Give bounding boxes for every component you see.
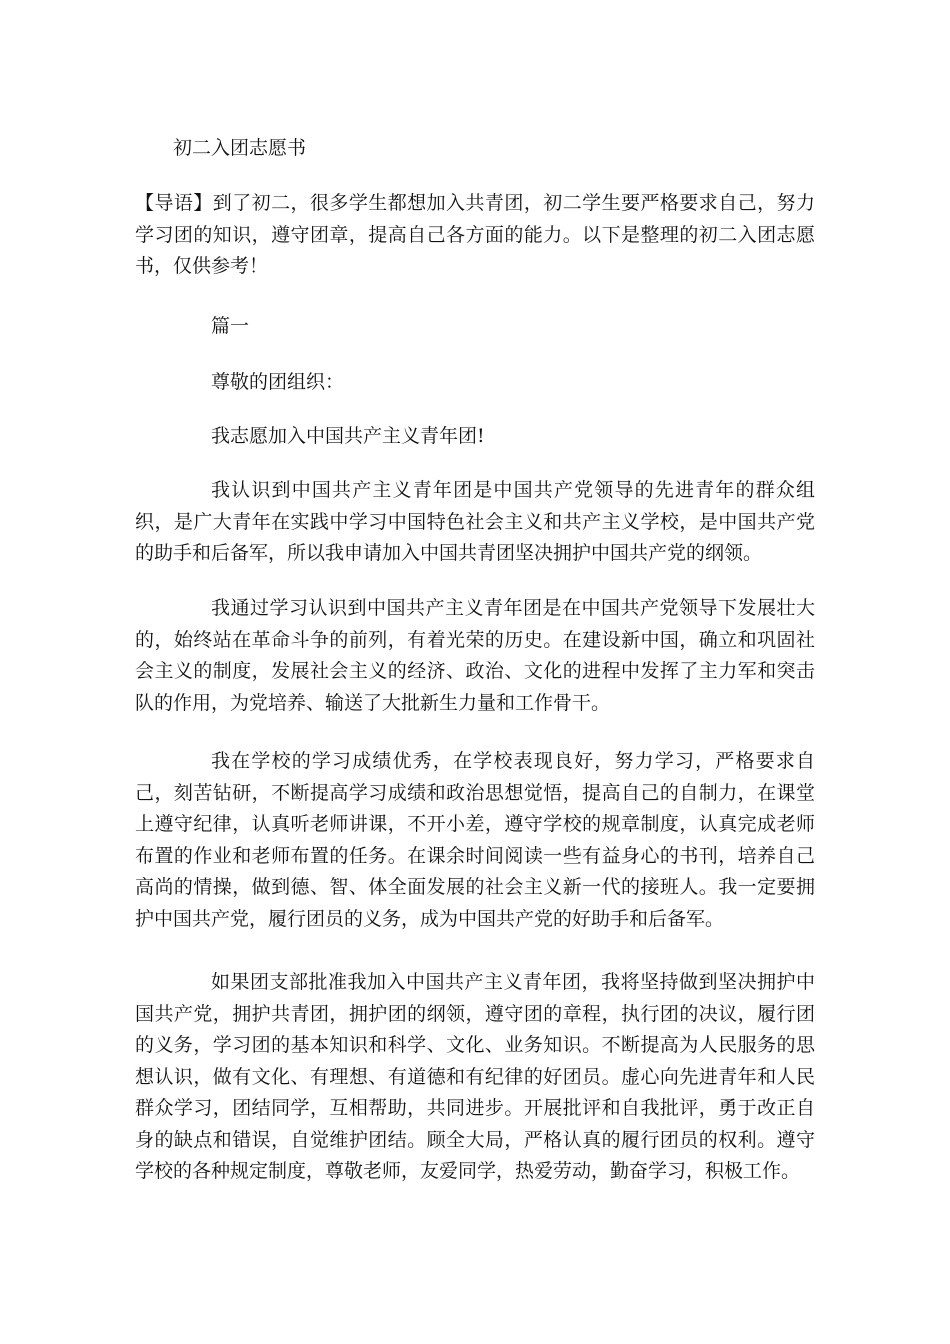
body-paragraph-3: 我通过学习认识到中国共产主义青年团是在中国共产党领导下发展壮大的，始终站在革命斗争的前列，有着光荣的历史。在建设新中国，确立和巩固社会主义的制度，发展社会主义的经济、政治、文化的进程中发挥了主力军和突击队的作用，为党培养、输送了大批新生力量和工作骨干。: [135, 597, 815, 714]
salutation: 尊敬的团组织：: [211, 371, 345, 393]
body-paragraph-5: 如果团支部批准我加入中国共产主义青年团，我将坚持做到坚决拥护中国共产党，拥护共青团，拥护团的纲领，遵守团的章程，执行团的决议，履行团的义务，学习团的基本知识和科学、文化、业务知识。不断提高为人民服务的思想认识，做有文化、有理想、有道德和有纪律的好团员。虚心向先进青年和人民群众学习，团结同学，互相帮助，共同进步。开展批评和自我批评，勇于改正自身的缺点和错误，自觉维护团结。顾全大局，严格认真的履行团员的权利。遵守学校的各种规定制度，尊敬老师，友爱同学，热爱劳动，勤奋学习，积极工作。: [135, 971, 815, 1182]
body-paragraph-2: 我认识到中国共产主义青年团是中国共产党领导的先进青年的群众组织，是广大青年在实践中学习中国特色社会主义和共产主义学校，是中国共产党的助手和后备军，所以我申请加入中国共青团坚决拥护中国共产党的纲领。: [135, 479, 815, 564]
intro-paragraph: 【导语】到了初二，很多学生都想加入共青团，初二学生要严格要求自己，努力学习团的知识，遵守团章，提高自己各方面的能力。以下是整理的初二入团志愿书，仅供参考！: [135, 192, 815, 277]
section-label: 篇一: [211, 315, 250, 337]
body-paragraph-1: 我志愿加入中国共产主义青年团!: [211, 425, 485, 447]
document-title: 初二入团志愿书: [173, 137, 307, 159]
body-paragraph-4: 我在学校的学习成绩优秀，在学校表现良好，努力学习，严格要求自己，刻苦钻研，不断提高学习成绩和政治思想觉悟，提高自己的自制力，在课堂上遵守纪律，认真听老师讲课，不开小差，遵守学校的规章制度，认真完成老师布置的作业和老师布置的任务。在课余时间阅读一些有益身心的书刊，培养自己高尚的情操，做到德、智、体全面发展的社会主义新一代的接班人。我一定要拥护中国共产党，履行团员的义务，成为中国共产党的好助手和后备军。: [135, 750, 815, 930]
